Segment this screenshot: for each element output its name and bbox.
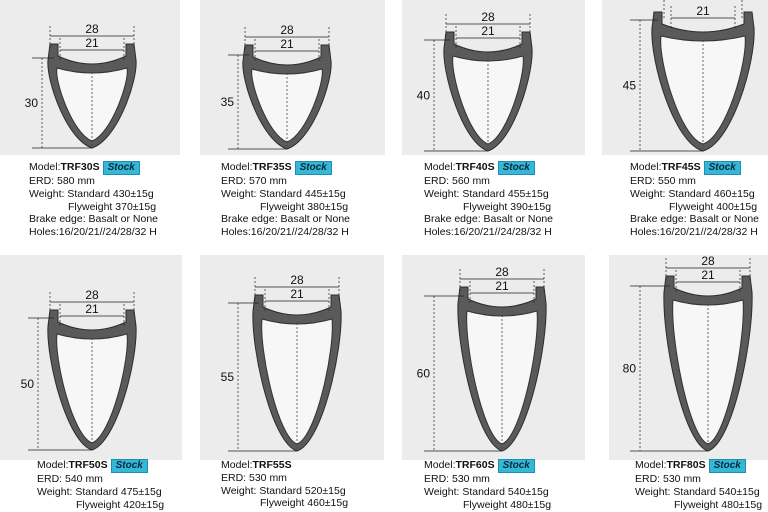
depth-label: 60 <box>416 366 430 381</box>
rim-profile-diagram <box>0 0 180 155</box>
inner-width-label: 21 <box>85 302 99 316</box>
outer-width-label: 28 <box>481 10 495 24</box>
depth-label: 55 <box>220 370 234 384</box>
model-prefix: Model: <box>635 459 667 471</box>
inner-width-label: 21 <box>495 279 509 293</box>
erd-line: ERD: 530 mm <box>221 471 287 484</box>
weight-flyweight-line: Flyweight 460±15g <box>260 497 349 510</box>
outer-width-label: 28 <box>85 288 99 302</box>
stock-badge: Stock <box>704 161 741 175</box>
stock-badge: Stock <box>111 459 148 473</box>
weight-flyweight-line: Flyweight 400±15g <box>669 200 758 213</box>
outer-width-label: 28 <box>280 23 294 37</box>
rim-spec-block <box>630 161 759 239</box>
brake-edge-line: Brake edge: Basalt or None <box>221 213 350 226</box>
stock-badge: Stock <box>498 459 535 473</box>
weight-flyweight-line: Flyweight 380±15g <box>260 200 349 213</box>
holes-line: Holes:16/20/21//24/28/32 H <box>424 226 552 239</box>
weight-standard-line: Weight: Standard 460±15g <box>630 187 755 200</box>
weight-standard-line: Weight: Standard 430±15g <box>29 187 154 200</box>
rim-spec-block <box>424 459 551 511</box>
depth-label: 50 <box>20 377 34 391</box>
outer-width-label: 28 <box>290 273 304 287</box>
model-name: TRF30S <box>60 161 100 173</box>
weight-flyweight-line: Flyweight 370±15g <box>68 200 157 213</box>
brake-edge-line: Brake edge: Basalt or None <box>424 213 553 226</box>
model-line <box>37 459 164 473</box>
model-name: TRF60S <box>455 459 495 471</box>
model-line <box>424 161 553 175</box>
rim-spec-block <box>221 161 350 239</box>
depth-label: 35 <box>220 95 234 109</box>
model-prefix: Model: <box>37 459 69 471</box>
depth-label: 40 <box>416 88 430 103</box>
rim-drawing-panel <box>0 0 180 155</box>
model-prefix: Model: <box>29 161 61 173</box>
model-line <box>635 459 762 473</box>
model-name: TRF55S <box>252 459 292 471</box>
model-line <box>221 161 350 175</box>
inner-width-label: 21 <box>85 36 99 50</box>
model-line <box>424 459 551 473</box>
outer-width-label: 28 <box>701 254 715 268</box>
model-prefix: Model: <box>424 161 456 173</box>
weight-flyweight-line: Flyweight 480±15g <box>463 498 552 511</box>
depth-label: 80 <box>622 361 636 376</box>
holes-line: Holes:16/20/21//24/28/32 H <box>29 226 157 239</box>
model-prefix: Model: <box>221 459 253 471</box>
stock-badge: Stock <box>295 161 332 175</box>
stock-badge: Stock <box>498 161 535 175</box>
brake-edge-line: Brake edge: Basalt or None <box>29 213 158 226</box>
model-prefix: Model: <box>630 161 662 173</box>
rim-profile-diagram <box>200 255 384 460</box>
model-prefix: Model: <box>424 459 456 471</box>
weight-standard-line: Weight: Standard 520±15g <box>221 484 346 497</box>
outer-width-label: 28 <box>495 265 509 279</box>
weight-standard-line: Weight: Standard 475±15g <box>37 485 162 498</box>
rim-spec-block <box>221 459 348 510</box>
erd-line: ERD: 530 mm <box>635 473 701 485</box>
inner-width-label: 21 <box>280 37 294 51</box>
model-name: TRF35S <box>252 161 292 173</box>
depth-label: 30 <box>24 96 38 110</box>
model-line <box>29 161 158 175</box>
stock-badge: Stock <box>103 161 140 175</box>
holes-line: Holes:16/20/21//24/28/32 H <box>221 226 349 239</box>
weight-flyweight-line: Flyweight 480±15g <box>674 498 763 511</box>
rim-drawing-panel <box>602 0 768 155</box>
inner-width-label: 21 <box>481 24 495 38</box>
rim-drawing-panel <box>402 255 585 460</box>
weight-standard-line: Weight: Standard 540±15g <box>424 485 549 498</box>
rim-cavity <box>262 319 333 444</box>
rim-spec-block <box>37 459 164 511</box>
rim-profile-diagram <box>0 255 182 460</box>
erd-line: ERD: 540 mm <box>37 473 103 485</box>
weight-flyweight-line: Flyweight 420±15g <box>76 498 165 511</box>
erd-line: ERD: 560 mm <box>424 175 490 187</box>
rim-drawing-panel <box>402 0 585 155</box>
rim-profile-diagram <box>602 0 768 155</box>
model-name: TRF40S <box>455 161 495 173</box>
rim-spec-block <box>424 161 553 239</box>
weight-flyweight-line: Flyweight 390±15g <box>463 200 552 213</box>
model-line <box>630 161 759 175</box>
weight-standard-line: Weight: Standard 445±15g <box>221 187 346 200</box>
inner-width-label: 21 <box>696 4 710 18</box>
rim-drawing-panel <box>0 255 182 460</box>
holes-line: Holes:16/20/21//24/28/32 H <box>630 226 758 239</box>
rim-drawing-panel <box>609 255 768 460</box>
erd-line: ERD: 550 mm <box>630 175 696 187</box>
model-name: TRF80S <box>666 459 706 471</box>
model-prefix: Model: <box>221 161 253 173</box>
inner-width-label: 21 <box>290 287 304 301</box>
rim-spec-block <box>29 161 158 239</box>
rim-drawing-panel <box>200 255 384 460</box>
rim-profile-diagram <box>200 0 385 155</box>
model-name: TRF50S <box>68 459 108 471</box>
erd-line: ERD: 570 mm <box>221 175 287 187</box>
inner-width-label: 21 <box>701 268 715 282</box>
rim-profile-diagram <box>609 255 768 460</box>
rim-drawing-panel <box>200 0 385 155</box>
rim-spec-block <box>635 459 762 511</box>
rim-profile-diagram <box>402 0 585 155</box>
brake-edge-line: Brake edge: Basalt or None <box>630 213 759 226</box>
weight-standard-line: Weight: Standard 540±15g <box>635 485 760 498</box>
erd-line: ERD: 530 mm <box>424 473 490 485</box>
model-name: TRF45S <box>661 161 701 173</box>
depth-label: 45 <box>622 78 636 93</box>
weight-standard-line: Weight: Standard 455±15g <box>424 187 549 200</box>
outer-width-label: 28 <box>85 22 99 36</box>
erd-line: ERD: 580 mm <box>29 175 95 187</box>
model-line <box>221 459 348 472</box>
stock-badge: Stock <box>709 459 746 473</box>
rim-profile-diagram <box>402 255 585 460</box>
